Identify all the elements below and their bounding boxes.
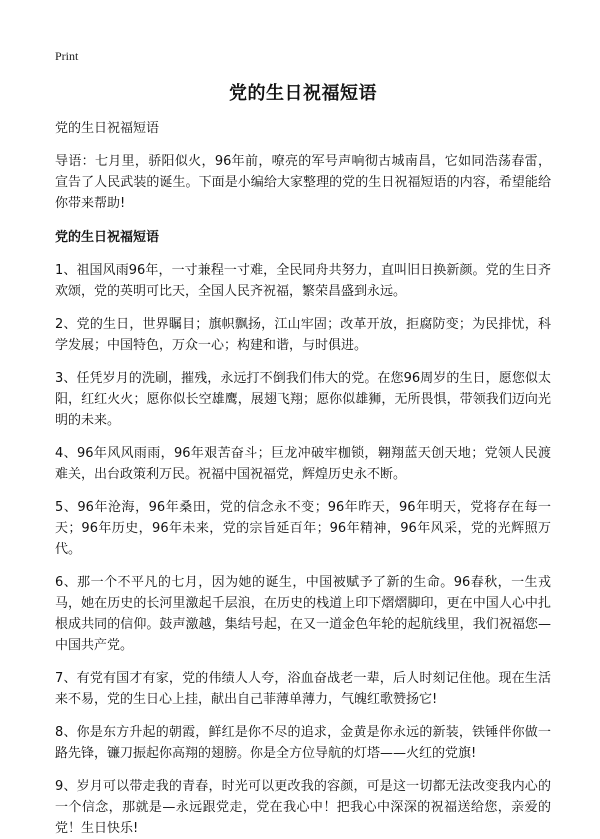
section-heading: 党的生日祝福短语 bbox=[55, 230, 160, 245]
list-item: 8、你是东方升起的朝霞，鲜红是你不尽的追求，金黄是你永远的新装，铁锤伴你做一路先锋，镰刀振起你高翔的翅膀。你是全方位导航的灯塔——火红的党旗! bbox=[55, 725, 551, 761]
list-item: 2、党的生日，世界瞩目；旗帜飘扬，江山牢固；改革开放，拒腐防变；为民排忧，科学发展；中国特色，万众一心；构建和谐，与时俱进。 bbox=[55, 317, 551, 353]
intro-paragraph: 导语：七月里，骄阳似火，96年前，嘹亮的军号声响彻古城南昌，它如同浩荡春雷，宣告了人民武装的诞生。下面是小编给大家整理的党的生日祝福短语的内容，希望能给你带来帮助! bbox=[55, 154, 551, 211]
page-title: 党的生日祝福短语 bbox=[229, 83, 377, 104]
subtitle: 党的生日祝福短语 bbox=[55, 121, 160, 136]
print-link[interactable]: Print bbox=[55, 49, 79, 63]
list-item: 4、96年风风雨雨，96年艰苦奋斗；巨龙冲破牢枷锁，翱翔蓝天创天地；党领人民渡难关，出台政策利万民。祝福中国祝福党，辉煌历史永不断。 bbox=[55, 446, 551, 482]
list-item: 9、岁月可以带走我的青春，时光可以更改我的容颜，可是这一切都无法改变我内心的一个信念，那就是—永远跟党走，党在我心中！把我心中深深的祝福送给您，亲爱的党！生日快乐! bbox=[55, 779, 551, 836]
list-item: 3、任凭岁月的洗刷，摧残，永远打不倒我们伟大的党。在您96周岁的生日，愿您似太阳，红红火火；愿你似长空雄鹰，展翅飞翔；愿你似雄狮，无所畏惧，带领我们迈向光明的未来。 bbox=[55, 371, 551, 428]
list-item: 1、祖国风雨96年，一寸兼程一寸难，全民同舟共努力，直叫旧日换新颜。党的生日齐欢颂，党的英明可比天，全国人民齐祝福，繁荣昌盛到永远。 bbox=[55, 263, 551, 299]
list-item: 7、有党有国才有家，党的伟绩人人夸，浴血奋战老一辈，后人时刻记住他。现在生活来不易，党的生日心上挂，献出自己菲薄单薄力，气魄红歌赞扬它! bbox=[55, 671, 551, 707]
list-item: 5、96年沧海，96年桑田，党的信念永不变；96年昨天，96年明天，党将存在每一天；96年历史，96年未来，党的宗旨延百年；96年精神，96年风采，党的光辉照万代。 bbox=[55, 500, 551, 557]
list-item: 6、那一个不平凡的七月，因为她的诞生，中国被赋予了新的生命。96春秋，一生戎马，她在历史的长河里激起千层浪，在历史的栈道上印下熠熠脚印，更在中国人心中扎根成共同的信仰。鼓声激越，集结号起，在又一道金色年轮的起航线里，我们祝福您—中国共产党。 bbox=[55, 575, 551, 653]
